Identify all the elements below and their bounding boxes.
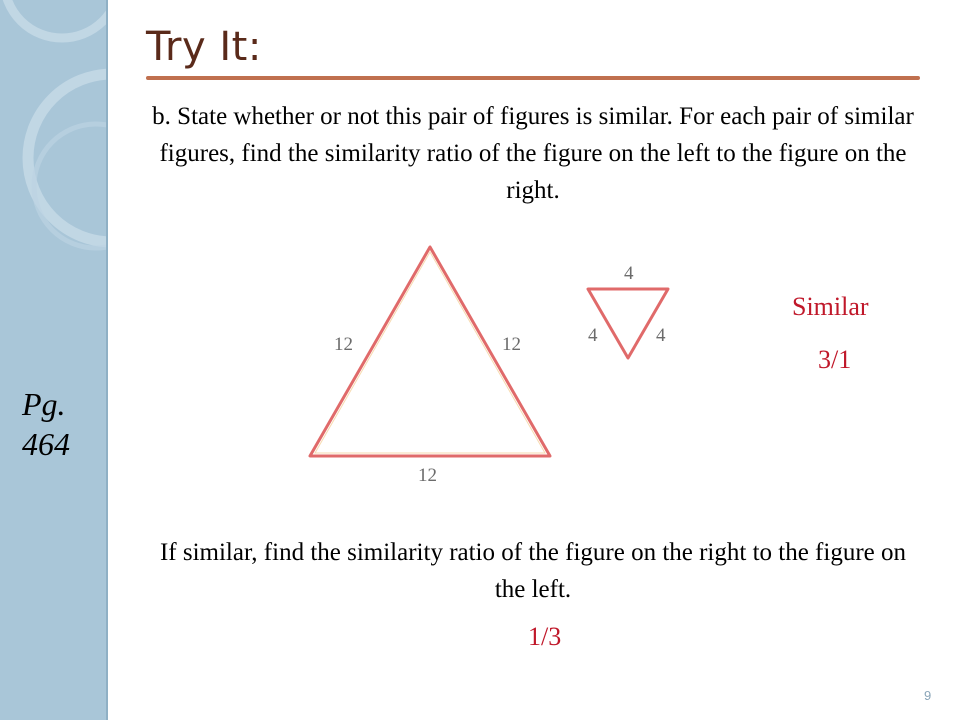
ratio-right-to-left: 1/3 bbox=[528, 622, 562, 651]
large-base-label: 12 bbox=[418, 465, 437, 486]
small-left-side-label: 4 bbox=[588, 325, 598, 346]
large-right-side-label: 12 bbox=[502, 334, 521, 355]
instruction-text: b. State whether or not this pair of figures is similar. For each pair of similar figures, find the similarity ratio of the figure on the left to the figure on the right. bbox=[152, 103, 914, 204]
ratio-left-to-right: 3/1 bbox=[818, 345, 852, 374]
similar-answer: Similar bbox=[792, 292, 869, 321]
follow-up-question: If similar, find the similarity ratio of the figure on the right to the figure on the left. bbox=[159, 539, 907, 603]
slide-number: 9 bbox=[924, 688, 932, 703]
large-left-side-label: 12 bbox=[334, 334, 353, 355]
page-reference-text: Pg. 464 bbox=[22, 386, 70, 462]
slide-title: Try It: bbox=[146, 24, 262, 70]
small-triangle bbox=[588, 289, 668, 358]
small-right-side-label: 4 bbox=[656, 325, 666, 346]
small-top-side-label: 4 bbox=[624, 263, 634, 284]
